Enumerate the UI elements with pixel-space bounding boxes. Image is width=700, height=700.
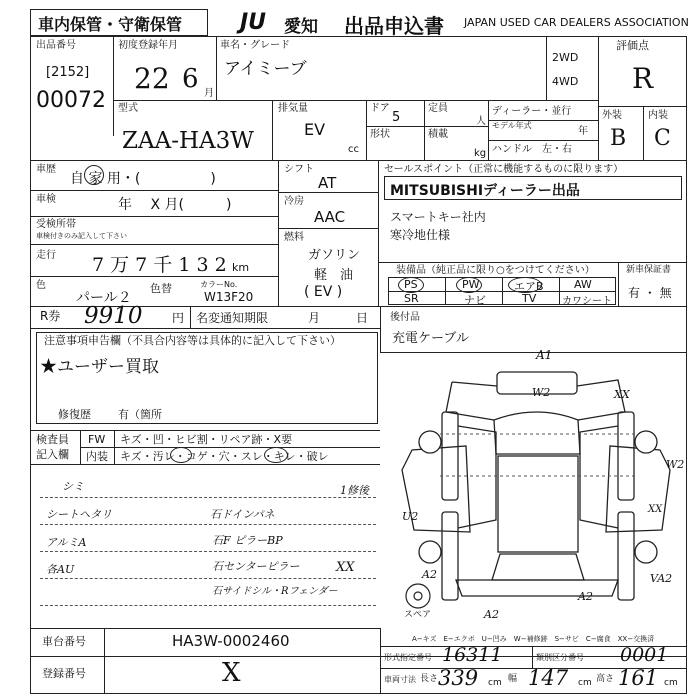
equipment-label: 装備品（純正品に限り○をつけてください） (396, 265, 595, 276)
equip-pw: PW (462, 278, 480, 291)
dmg-right-w2: W2 (666, 458, 685, 471)
dmg-bonnet-w2: W2 (532, 386, 551, 399)
shift-label: シフト (284, 164, 314, 175)
hw-xx: XX (336, 560, 355, 575)
load-label: 積載 (428, 129, 448, 140)
listing-number: 00072 (36, 88, 106, 113)
capacity-label: 定員 (428, 103, 448, 114)
width-label: 幅 (508, 674, 518, 684)
length-value: 339 (438, 666, 479, 690)
score-value: R (632, 62, 654, 95)
brand-region: 愛知 (284, 17, 318, 37)
color-label: 色 (36, 280, 46, 291)
inspection-label: 車検 (36, 194, 56, 205)
ac-value: AAC (314, 208, 346, 226)
hw-inpane: 石ドインパネ (210, 508, 275, 521)
notes-label: 注意事項申告欄（不具合内容等は具体的に記入して下さい） (44, 334, 341, 347)
warranty-label: 新車保証書 (626, 265, 672, 275)
car-name-label: 車名・グレード (220, 40, 290, 51)
name-change-month: 月 (308, 311, 321, 325)
dmg-left-u2: U2 (402, 510, 419, 523)
dmg-rr-va2: VA2 (650, 572, 673, 585)
fuel-option-ev: ( EV ) (304, 284, 343, 300)
fw-label: FW (88, 433, 106, 446)
listing-number-label: 出品番号 (36, 40, 76, 51)
fuel-option-gasoline: ガソリン (308, 248, 361, 263)
drive-2wd: 2WD (552, 51, 579, 64)
size-label: 車両寸法 (384, 675, 416, 684)
car-name: アイミーブ (224, 59, 307, 79)
model-code: ZAA-HA3W (122, 128, 254, 154)
after-parts-label: 後付品 (390, 312, 420, 323)
association-name: JAPAN USED CAR DEALERS ASSOCIATION (464, 16, 689, 29)
warranty-value: 有 ・ 無 (628, 286, 672, 300)
inspector-entry-label: 記入欄 (36, 448, 69, 461)
vin-value: HA3W-0002460 (172, 632, 290, 650)
hw-repaired: 1修後 (340, 484, 369, 497)
first-reg-year: 22 (134, 62, 170, 95)
dmg-front-a1: A1 (536, 348, 553, 362)
shape-label: 形状 (370, 129, 390, 140)
name-change-label: 名変通知期限 (196, 311, 269, 325)
height-value: 161 (618, 666, 659, 690)
lot-tag: [2152] (46, 65, 90, 80)
history-value: 自 家 用・( ) (70, 171, 216, 187)
hw-seat: シートヘタリ (46, 508, 112, 521)
exterior-grade: B (610, 126, 627, 151)
sales-point-3: 寒冷地仕様 (390, 228, 451, 242)
interior-inspect-items: キズ・汚レ・コゲ・穴・スレ・キレ・破レ (120, 450, 329, 463)
hw-sidesill: 石サイドシル・Rフェンダー (212, 586, 338, 597)
hw-each-au: 各AU (46, 563, 75, 576)
displacement-unit: cc (348, 144, 359, 155)
equip-aw: AW (574, 278, 592, 291)
interior-inspect-label: 内装 (86, 450, 108, 463)
repair-history-label: 修復歴 (58, 408, 91, 421)
type-number-value: 16311 (442, 644, 503, 666)
fuel-label: 燃料 (284, 232, 304, 243)
dmg-right-xx: XX (648, 504, 663, 515)
load-unit: kg (474, 148, 487, 159)
name-change-day: 日 (356, 311, 369, 325)
equip-airbag: エアB (514, 280, 544, 293)
handle-label: ハンドル 左・右 (492, 144, 572, 155)
hw-alloy: アルミA (46, 536, 87, 549)
exterior-label: 外装 (602, 110, 622, 121)
recycle-office-label: 受検所帯 (36, 219, 76, 230)
height-label: 高さ (596, 674, 615, 684)
first-reg-month: 6 (182, 64, 199, 94)
sales-point-1: MITSUBISHIディーラー出品 (390, 183, 580, 199)
mileage-unit: km (232, 261, 250, 274)
fuel-option-diesel: 軽 油 (314, 268, 354, 283)
model-year-label: モデル年式 (492, 121, 532, 130)
equip-navi: ナビ (464, 294, 486, 307)
sales-points-label: セールスポイント（正常に機能するものに限ります） (384, 164, 624, 175)
mileage-label: 走行 (36, 250, 56, 261)
repair-history-value: 有（箇所 (118, 408, 162, 421)
mileage-value: 7 万 7 千 1 3 2 (92, 254, 227, 276)
inspector-label: 検査員 (36, 433, 69, 446)
after-parts-value: 充電ケーブル (392, 331, 469, 346)
parking-label: 車内保管・守衛保管 (38, 15, 183, 34)
reg-number-label: 登録番号 (42, 667, 86, 680)
ju-logo: JU (240, 10, 267, 35)
color-value: パール２ (76, 290, 132, 306)
ac-label: 冷房 (284, 196, 304, 207)
dmg-rearbody-a2: A2 (484, 608, 499, 621)
first-reg-unit: 月 (204, 88, 214, 99)
fw-items: キズ・凹・ヒビ割・リペア跡・X要 (120, 433, 293, 446)
width-unit: cm (578, 678, 592, 688)
doors-value: 5 (392, 110, 401, 125)
dmg-rear-a2: A2 (422, 568, 437, 581)
color-code: W13F20 (204, 290, 254, 304)
hw-stain: シミ (62, 480, 84, 493)
recycle-unit: 円 (172, 311, 185, 325)
class-number-value: 0001 (620, 644, 669, 666)
shift-value: AT (318, 174, 337, 192)
dmg-fr-xx: XX (614, 388, 630, 401)
recycle-ticket-value: 9910 (84, 303, 143, 329)
first-reg-label: 初度登録年月 (118, 40, 178, 51)
model-label: 型式 (118, 103, 138, 114)
sales-point-2: スマートキー社内 (390, 210, 486, 224)
color-code-label: カラーNo. (200, 280, 238, 289)
equip-leather: カワシート (562, 296, 612, 307)
class-number-label: 類別区分番号 (536, 653, 584, 662)
length-label: 長さ (420, 674, 439, 684)
length-unit: cm (488, 678, 502, 688)
hw-center-pillar: 石センターピラー (212, 560, 300, 573)
dmg-spare-a2: A2 (578, 590, 593, 603)
notes-value: ★ユーザー買取 (40, 357, 159, 377)
equip-ps: PS (404, 278, 418, 291)
recycle-office-note: 車検付きのみ記入して下さい (36, 232, 127, 240)
vin-label: 車台番号 (42, 635, 86, 648)
displacement-label: 排気量 (278, 103, 308, 114)
displacement-value: EV (304, 120, 326, 139)
equip-tv: TV (522, 292, 537, 305)
equip-sr: SR (404, 292, 419, 305)
inspection-value: 年 X 月( ) (118, 197, 232, 213)
height-unit: cm (664, 678, 678, 688)
doors-label: ドア (370, 103, 390, 114)
dealer-label: ディーラー・並行 (492, 106, 572, 117)
width-value: 147 (528, 666, 569, 690)
reg-number-value: X (222, 658, 241, 688)
model-year-unit: 年 (578, 126, 588, 137)
form-title: 出品申込書 (344, 14, 444, 38)
type-number-label: 形式指定番号 (384, 653, 432, 662)
hw-fpillar: 石F ピラーBP (212, 534, 283, 547)
interior-label: 内装 (648, 110, 668, 121)
drive-4wd: 4WD (552, 75, 579, 88)
history-label: 車歴 (36, 164, 56, 175)
color-change-label: 色替 (150, 282, 172, 295)
interior-grade: C (654, 126, 671, 151)
damage-legend: A−キズ E−エクボ U−凹み W−補修跡 S−サビ C−腐食 XX−交換済 (412, 635, 655, 643)
spare-label: スペア (404, 610, 432, 620)
capacity-unit: 人 (476, 116, 486, 127)
score-label: 評価点 (616, 39, 649, 52)
recycle-ticket-label: R券 (40, 309, 61, 323)
